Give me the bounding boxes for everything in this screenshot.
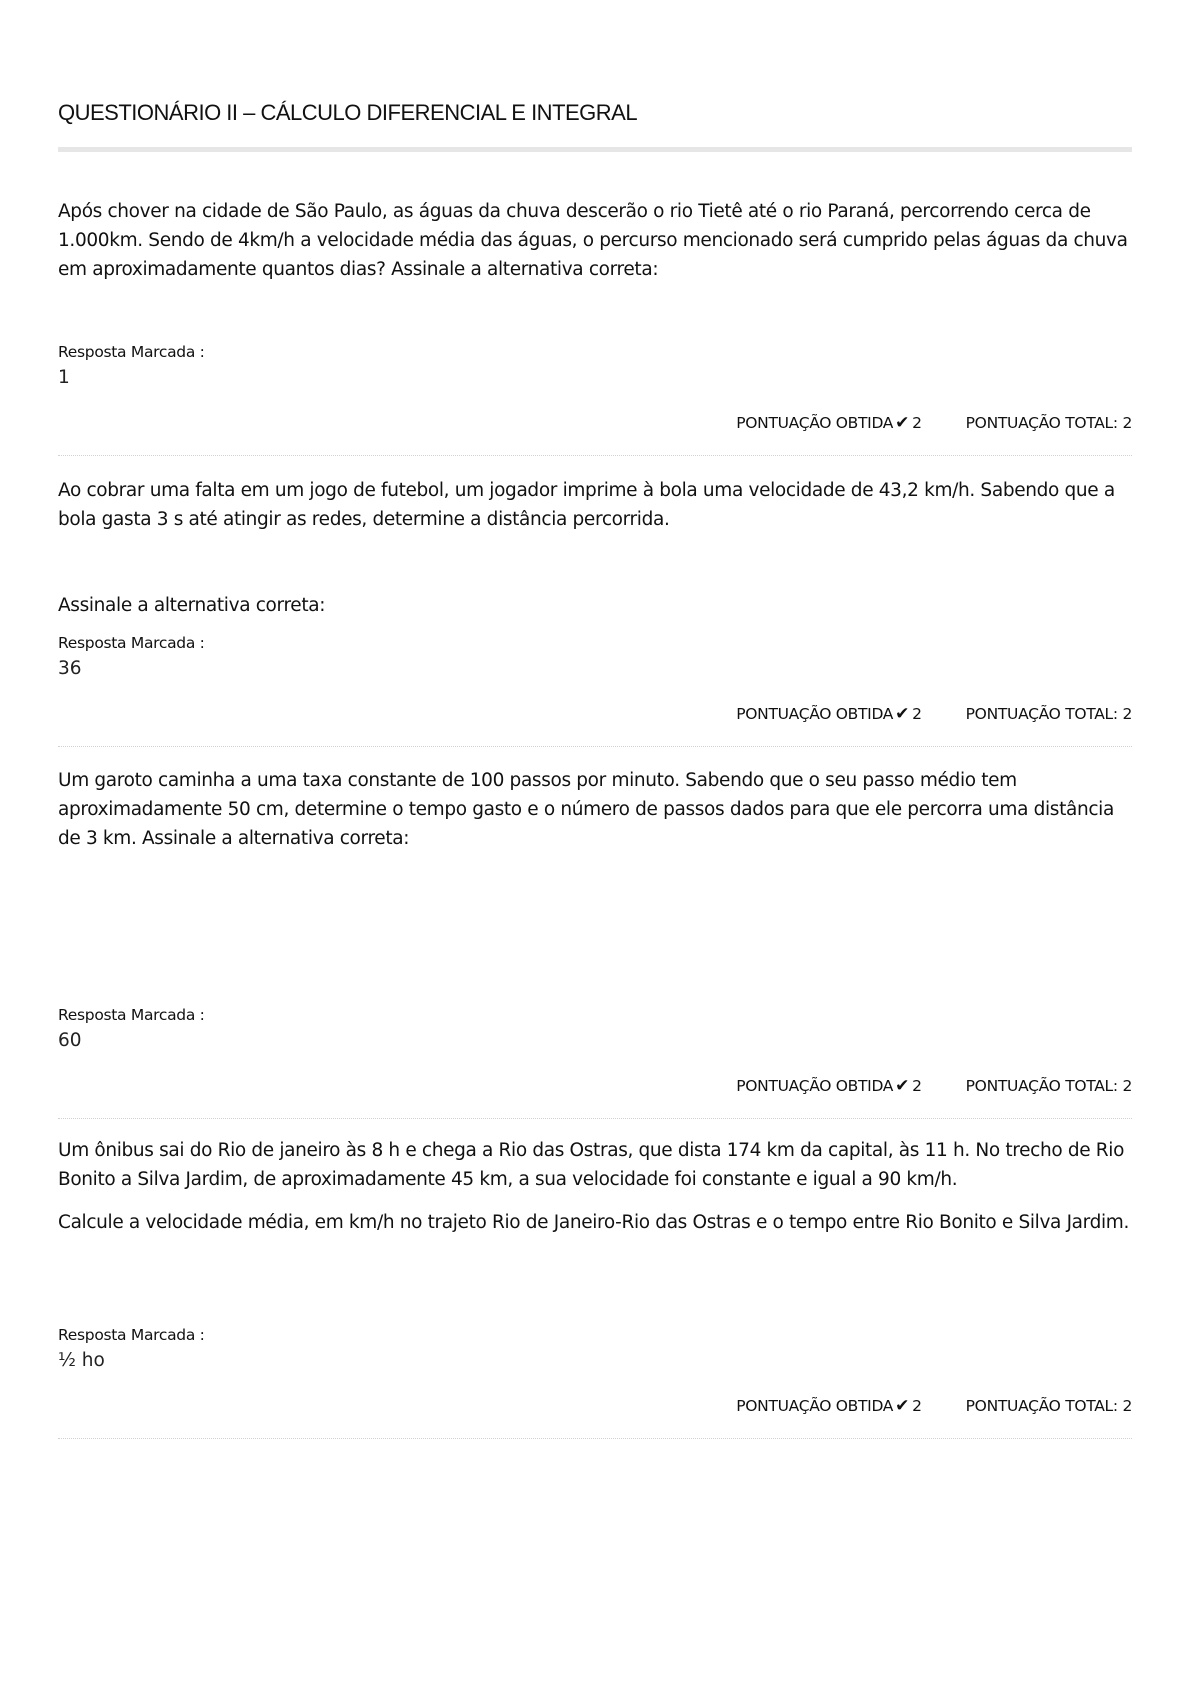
score-row: [736, 705, 1132, 723]
page-title: QUESTIONÁRIO II – CÁLCULO DIFERENCIAL E INTEGRAL: [58, 100, 638, 125]
score-total: [966, 414, 1132, 432]
question-text: Após chover na cidade de São Paulo, as águas da chuva descerão o rio Tietê até o rio Paraná, percorrendo cerca de 1.000km. Sendo de 4km/h a velocidade média das águas, o percurso mencionado será cumprido pelas águas da chuva em aproximadamente quantos dias? Assinale a alternativa correta:: [58, 201, 1128, 280]
question-text: Ao cobrar uma falta em um jogo de futebol, um jogador imprime à bola uma velocidade de 43,2 km/h. Sabendo que a bola gasta 3 s até atingir as redes, determine a distância percorrida.: [58, 480, 1115, 530]
score-total-value: 2: [1122, 1077, 1132, 1095]
question-divider: [58, 455, 1132, 456]
question-divider: [58, 746, 1132, 747]
score-obtained-label: PONTUAÇÃO OBTIDA: [736, 705, 894, 723]
question-3: [58, 766, 1132, 853]
score-obtained: [736, 705, 921, 723]
check-icon: ✔: [895, 1075, 910, 1096]
title-divider: [58, 147, 1132, 152]
answer-value: 60: [58, 1030, 82, 1051]
question-2: [58, 476, 1132, 534]
question-2-instruction: [58, 591, 1132, 620]
check-icon: ✔: [895, 412, 910, 433]
answer-value: ½ ho: [58, 1350, 105, 1371]
answer-value: 1: [58, 367, 70, 388]
score-total: [966, 1397, 1132, 1415]
score-obtained-value: 2: [912, 414, 922, 432]
score-total-value: 2: [1122, 1397, 1132, 1415]
score-obtained-value: 2: [912, 1077, 922, 1095]
score-total-value: 2: [1122, 705, 1132, 723]
question-instruction: Calcule a velocidade média, em km/h no trajeto Rio de Janeiro-Rio das Ostras e o tempo entre Rio Bonito e Silva Jardim.: [58, 1212, 1129, 1233]
score-total-label: PONTUAÇÃO TOTAL:: [965, 1077, 1118, 1095]
question-divider: [58, 1118, 1132, 1119]
score-obtained-label: PONTUAÇÃO OBTIDA: [736, 1397, 894, 1415]
check-icon: ✔: [895, 1395, 910, 1416]
score-total: [966, 1077, 1132, 1095]
score-total-value: 2: [1122, 414, 1132, 432]
answer-label: Resposta Marcada :: [58, 343, 205, 361]
score-obtained-label: PONTUAÇÃO OBTIDA: [736, 1077, 894, 1095]
score-row: [736, 414, 1132, 432]
score-row: [736, 1397, 1132, 1415]
score-total-label: PONTUAÇÃO TOTAL:: [965, 705, 1118, 723]
answer-label: Resposta Marcada :: [58, 1326, 205, 1344]
question-text: Um ônibus sai do Rio de janeiro às 8 h e chega a Rio das Ostras, que dista 174 km da capital, às 11 h. No trecho de Rio Bonito a Silva Jardim, de aproximadamente 45 km, a sua velocidade foi constante e igual a 90 km/h.: [58, 1140, 1125, 1190]
check-icon: ✔: [895, 703, 910, 724]
question-text: Um garoto caminha a uma taxa constante de 100 passos por minuto. Sabendo que o seu passo médio tem aproximadamente 50 cm, determine o tempo gasto e o número de passos dados para que ele percorra uma distância de 3 km. Assinale a alternativa correta:: [58, 770, 1114, 849]
score-obtained: [736, 1077, 921, 1095]
question-divider: [58, 1438, 1132, 1439]
answer-label: Resposta Marcada :: [58, 634, 205, 652]
score-total-label: PONTUAÇÃO TOTAL:: [965, 414, 1118, 432]
question-instruction: Assinale a alternativa correta:: [58, 595, 326, 616]
answer-value: 36: [58, 658, 82, 679]
score-obtained-label: PONTUAÇÃO OBTIDA: [736, 414, 894, 432]
score-total: [966, 705, 1132, 723]
score-obtained-value: 2: [912, 1397, 922, 1415]
score-row: [736, 1077, 1132, 1095]
score-obtained-value: 2: [912, 705, 922, 723]
question-4: [58, 1136, 1132, 1237]
score-obtained: [736, 1397, 921, 1415]
answer-label: Resposta Marcada :: [58, 1006, 205, 1024]
score-total-label: PONTUAÇÃO TOTAL:: [965, 1397, 1118, 1415]
question-1: [58, 197, 1132, 284]
score-obtained: [736, 414, 921, 432]
